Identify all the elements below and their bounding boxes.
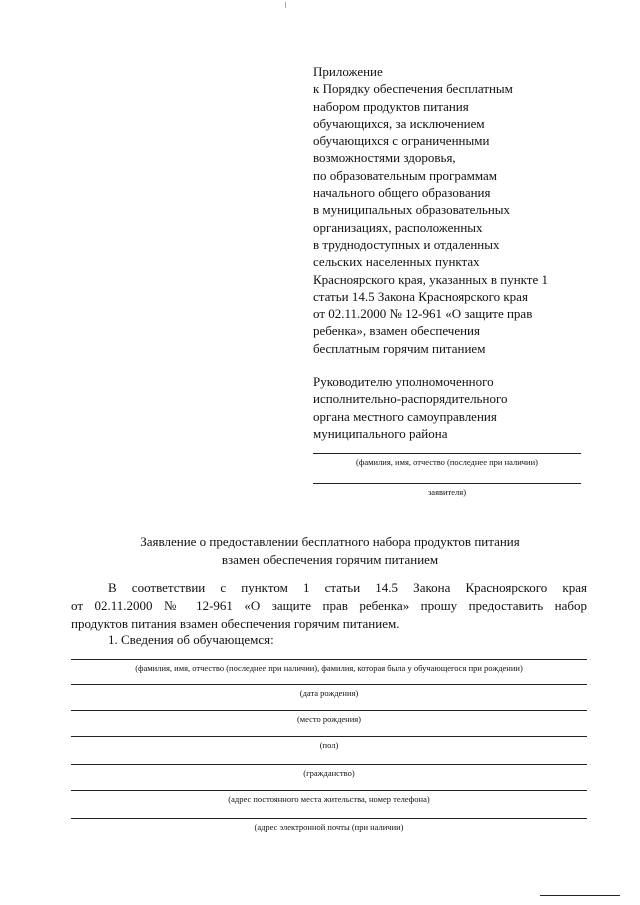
recipient-line: муниципального района — [313, 425, 448, 441]
appendix-line: набором продуктов питания — [313, 98, 469, 114]
applicant-fio-line[interactable] — [313, 453, 581, 454]
birth-place-line[interactable] — [71, 710, 587, 711]
appendix-line: Приложение — [313, 64, 383, 79]
birth-date-line[interactable] — [71, 684, 587, 685]
statement-title — [60, 533, 600, 569]
appendix-header — [313, 63, 613, 357]
email-line[interactable] — [71, 818, 587, 819]
recipient-block — [313, 373, 613, 442]
appendix-line: обучающихся с ограниченными — [313, 133, 490, 149]
appendix-line: статьи 14.5 Закона Красноярского края — [313, 288, 528, 304]
applicant-fio-caption: (фамилия, имя, отчество (последнее при наличии) — [356, 457, 538, 467]
body-line-3: продуктов питания взамен обеспечения горячим питанием. — [71, 616, 400, 631]
appendix-line: в муниципальных образовательных — [313, 202, 511, 218]
applicant-continue-line[interactable] — [313, 483, 581, 484]
recipient-line: органа местного самоуправления — [313, 408, 497, 424]
appendix-line: от 02.11.2000 № 12-961 «О защите прав — [313, 306, 533, 322]
citizenship-line[interactable] — [71, 764, 587, 765]
birth-place-caption: (место рождения) — [296, 714, 362, 724]
body-line-2: от 02.11.2000 № 12-961 «О защите прав ребенка» прошу предоставить набор — [71, 598, 587, 613]
appendix-line: организациях, расположенных — [313, 219, 483, 235]
appendix-line: к Порядку обеспечения бесплатным — [313, 81, 513, 97]
page-bottom-line — [540, 895, 620, 896]
recipient-line: исполнительно-распорядительного — [313, 391, 508, 407]
applicant-caption: заявителя) — [427, 487, 467, 497]
student-fio-caption: (фамилия, имя, отчество (последнее при наличии), фамилия, которая была у обучающегося при рождении) — [135, 663, 523, 673]
student-fio-line[interactable] — [71, 659, 587, 660]
citizenship-caption: (гражданство) — [303, 768, 355, 778]
gender-line[interactable] — [71, 736, 587, 737]
address-line[interactable] — [71, 790, 587, 791]
address-caption: (адрес постоянного места жительства, номер телефона) — [228, 794, 430, 804]
appendix-line: начального общего образования — [313, 185, 491, 201]
statement-body — [71, 579, 587, 633]
appendix-line: обучающихся, за исключением — [313, 115, 485, 131]
title-line-1: Заявление о предоставлении бесплатного набора продуктов питания — [140, 534, 520, 549]
appendix-line: ребенка», взамен обеспечения — [313, 323, 480, 339]
appendix-line: Красноярского края, указанных в пункте 1 — [313, 271, 548, 287]
appendix-line: бесплатным горячим питанием — [313, 340, 486, 356]
birth-date-caption: (дата рождения) — [299, 688, 359, 698]
appendix-line: сельских населенных пунктах — [313, 254, 480, 270]
gender-caption: (пол) — [319, 740, 339, 750]
appendix-line: в труднодоступных и отдаленных — [313, 236, 500, 252]
appendix-line: по образовательным программам — [313, 167, 498, 183]
appendix-line: возможностями здоровья, — [313, 150, 456, 166]
body-line-1: В соответствии с пунктом 1 статьи 14.5 Закона Красноярского края — [108, 580, 587, 595]
section-1-heading: 1. Сведения об обучающемся: — [108, 632, 274, 647]
scan-mark — [285, 2, 289, 8]
email-caption: (адрес электронной почты (при наличии) — [254, 822, 404, 832]
recipient-line: Руководителю уполномоченного — [313, 374, 494, 389]
title-line-2: взамен обеспечения горячим питанием — [221, 552, 439, 567]
